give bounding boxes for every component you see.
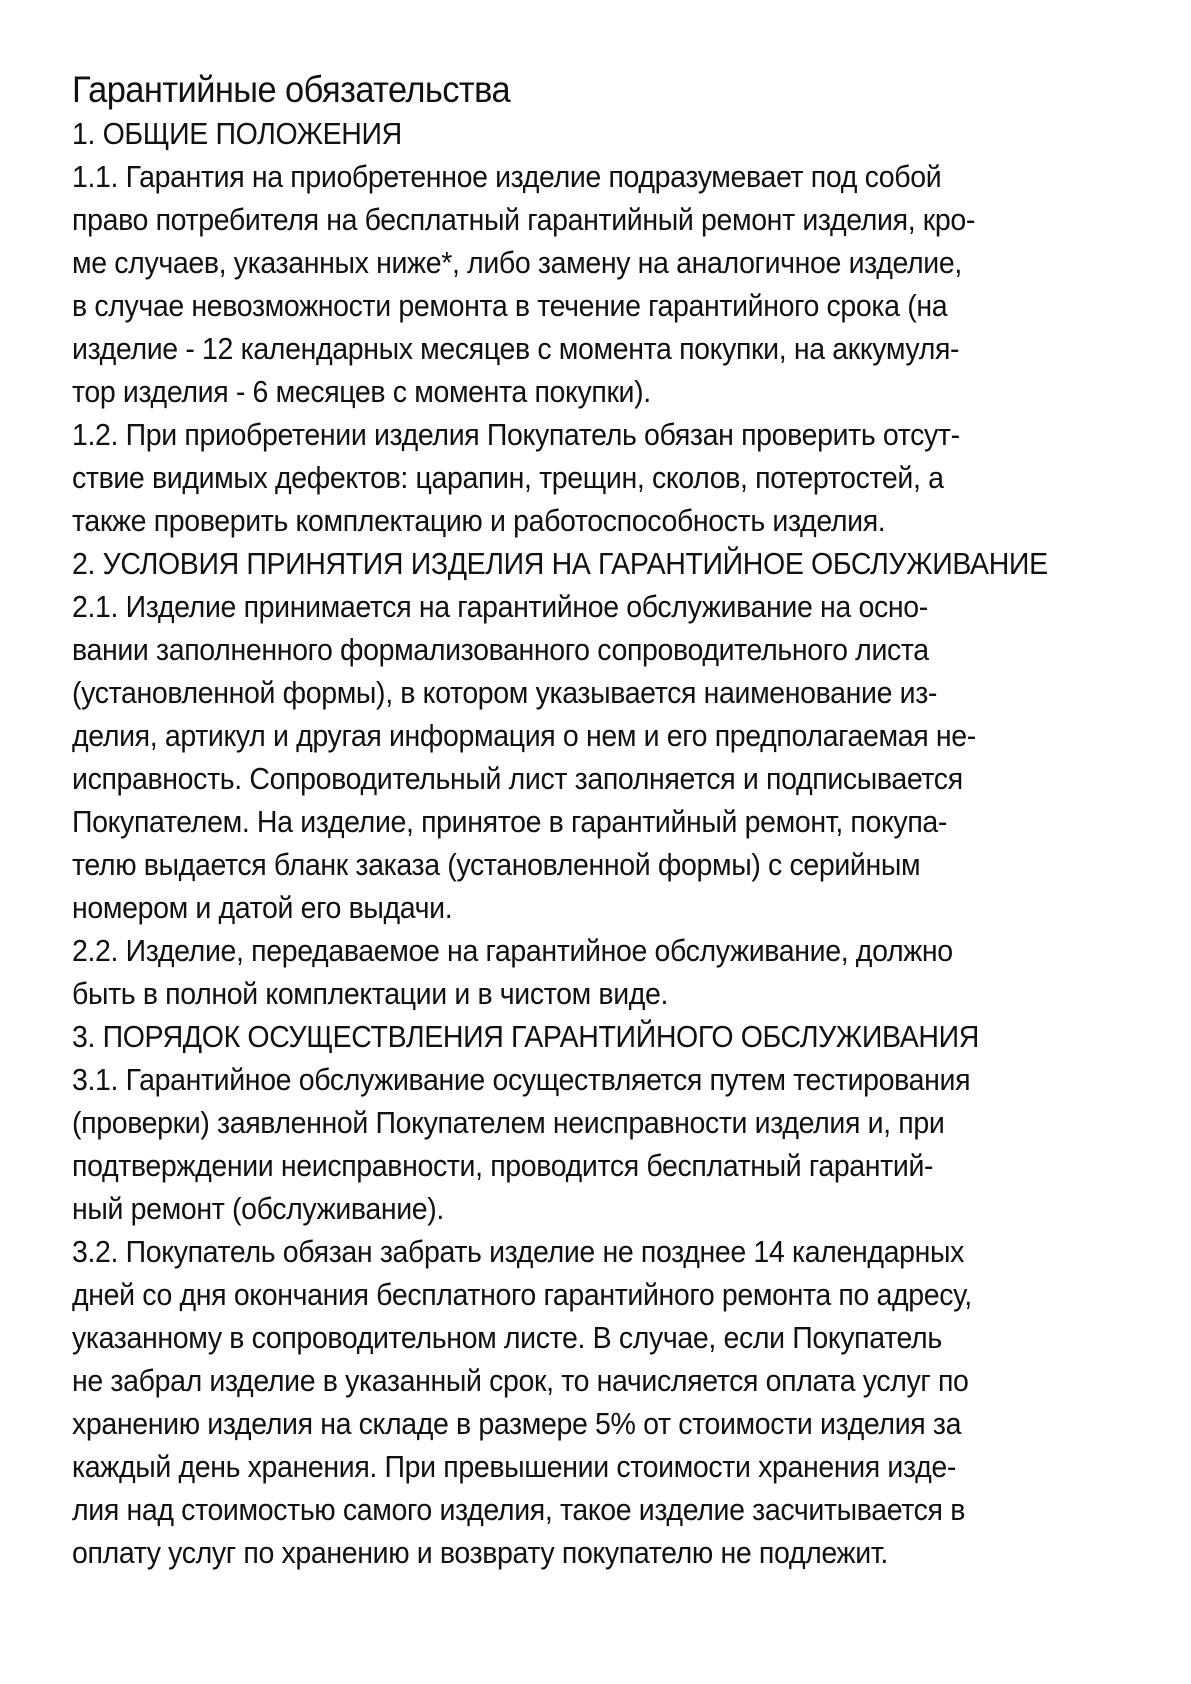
paragraph-1-1 <box>72 155 1132 413</box>
text-line: 3.1. Гарантийное обслуживание осуществляется путем тестирования <box>72 1062 971 1097</box>
text-line: ме случаев, указанных ниже*, либо замену на аналогичное изделие, <box>72 245 962 280</box>
section-general-provisions <box>72 112 1132 542</box>
section-heading: 1. ОБЩИЕ ПОЛОЖЕНИЯ <box>72 116 402 151</box>
text-line: тор изделия - 6 месяцев с момента покупки). <box>72 374 651 409</box>
paragraph-3-1 <box>72 1058 1132 1230</box>
text-line: дней со дня окончания бесплатного гарантийного ремонта по адресу, <box>72 1277 972 1312</box>
text-line: исправность. Сопроводительный лист заполняется и подписывается <box>72 761 963 796</box>
text-line: Покупателем. На изделие, принятое в гарантийный ремонт, покупа- <box>72 804 948 839</box>
text-line: 2.1. Изделие принимается на гарантийное обслуживание на осно- <box>72 589 928 624</box>
text-line: (установленной формы), в котором указывается наименование из- <box>72 675 938 710</box>
section-heading: 2. УСЛОВИЯ ПРИНЯТИЯ ИЗДЕЛИЯ НА ГАРАНТИЙНОЕ ОБСЛУЖИВАНИЕ <box>72 546 1048 581</box>
text-line: 2.2. Изделие, передаваемое на гарантийное обслуживание, должно <box>72 933 953 968</box>
text-line: оплату услуг по хранению и возврату покупателю не подлежит. <box>72 1535 888 1570</box>
text-line: подтверждении неисправности, проводится бесплатный гарантий- <box>72 1148 934 1183</box>
section-service-procedure <box>72 1015 1132 1574</box>
text-line: изделие - 12 календарных месяцев с момента покупки, на аккумуля- <box>72 331 960 366</box>
text-line: делия, артикул и другая информация о нем и его предполагаемая не- <box>72 718 976 753</box>
text-line: лия над стоимостью самого изделия, такое изделие засчитывается в <box>72 1492 965 1527</box>
text-line: 1.2. При приобретении изделия Покупатель обязан проверить отсут- <box>72 417 960 452</box>
section-heading: 3. ПОРЯДОК ОСУЩЕСТВЛЕНИЯ ГАРАНТИЙНОГО ОБСЛУЖИВАНИЯ <box>72 1019 979 1054</box>
text-line: ствие видимых дефектов: царапин, трещин, сколов, потертостей, а <box>72 460 944 495</box>
text-line: не забрал изделие в указанный срок, то начисляется оплата услуг по <box>72 1363 969 1398</box>
section-acceptance-conditions <box>72 542 1132 1015</box>
document-title: Гарантийные обязательства <box>72 69 511 110</box>
text-line: вании заполненного формализованного сопроводительного листа <box>72 632 929 667</box>
text-line: 1.1. Гарантия на приобретенное изделие подразумевает под собой <box>72 159 942 194</box>
paragraph-1-2 <box>72 413 1132 542</box>
text-line: ный ремонт (обслуживание). <box>72 1191 444 1226</box>
text-line: право потребителя на бесплатный гарантийный ремонт изделия, кро- <box>72 202 976 237</box>
text-line: каждый день хранения. При превышении стоимости хранения изде- <box>72 1449 956 1484</box>
warranty-document <box>72 68 1132 1574</box>
text-line: также проверить комплектацию и работоспособность изделия. <box>72 503 886 538</box>
text-line: быть в полной комплектации и в чистом виде. <box>72 976 669 1011</box>
text-line: телю выдается бланк заказа (установленной формы) с серийным <box>72 847 921 882</box>
text-line: в случае невозможности ремонта в течение гарантийного срока (на <box>72 288 948 323</box>
text-line: указанному в сопроводительном листе. В случае, если Покупатель <box>72 1320 942 1355</box>
paragraph-2-2 <box>72 929 1132 1015</box>
text-line: (проверки) заявленной Покупателем неисправности изделия и, при <box>72 1105 945 1140</box>
paragraph-3-2 <box>72 1230 1132 1574</box>
text-line: хранению изделия на складе в размере 5% от стоимости изделия за <box>72 1406 962 1441</box>
paragraph-2-1 <box>72 585 1132 929</box>
text-line: номером и датой его выдачи. <box>72 890 453 925</box>
text-line: 3.2. Покупатель обязан забрать изделие не позднее 14 календарных <box>72 1234 965 1269</box>
